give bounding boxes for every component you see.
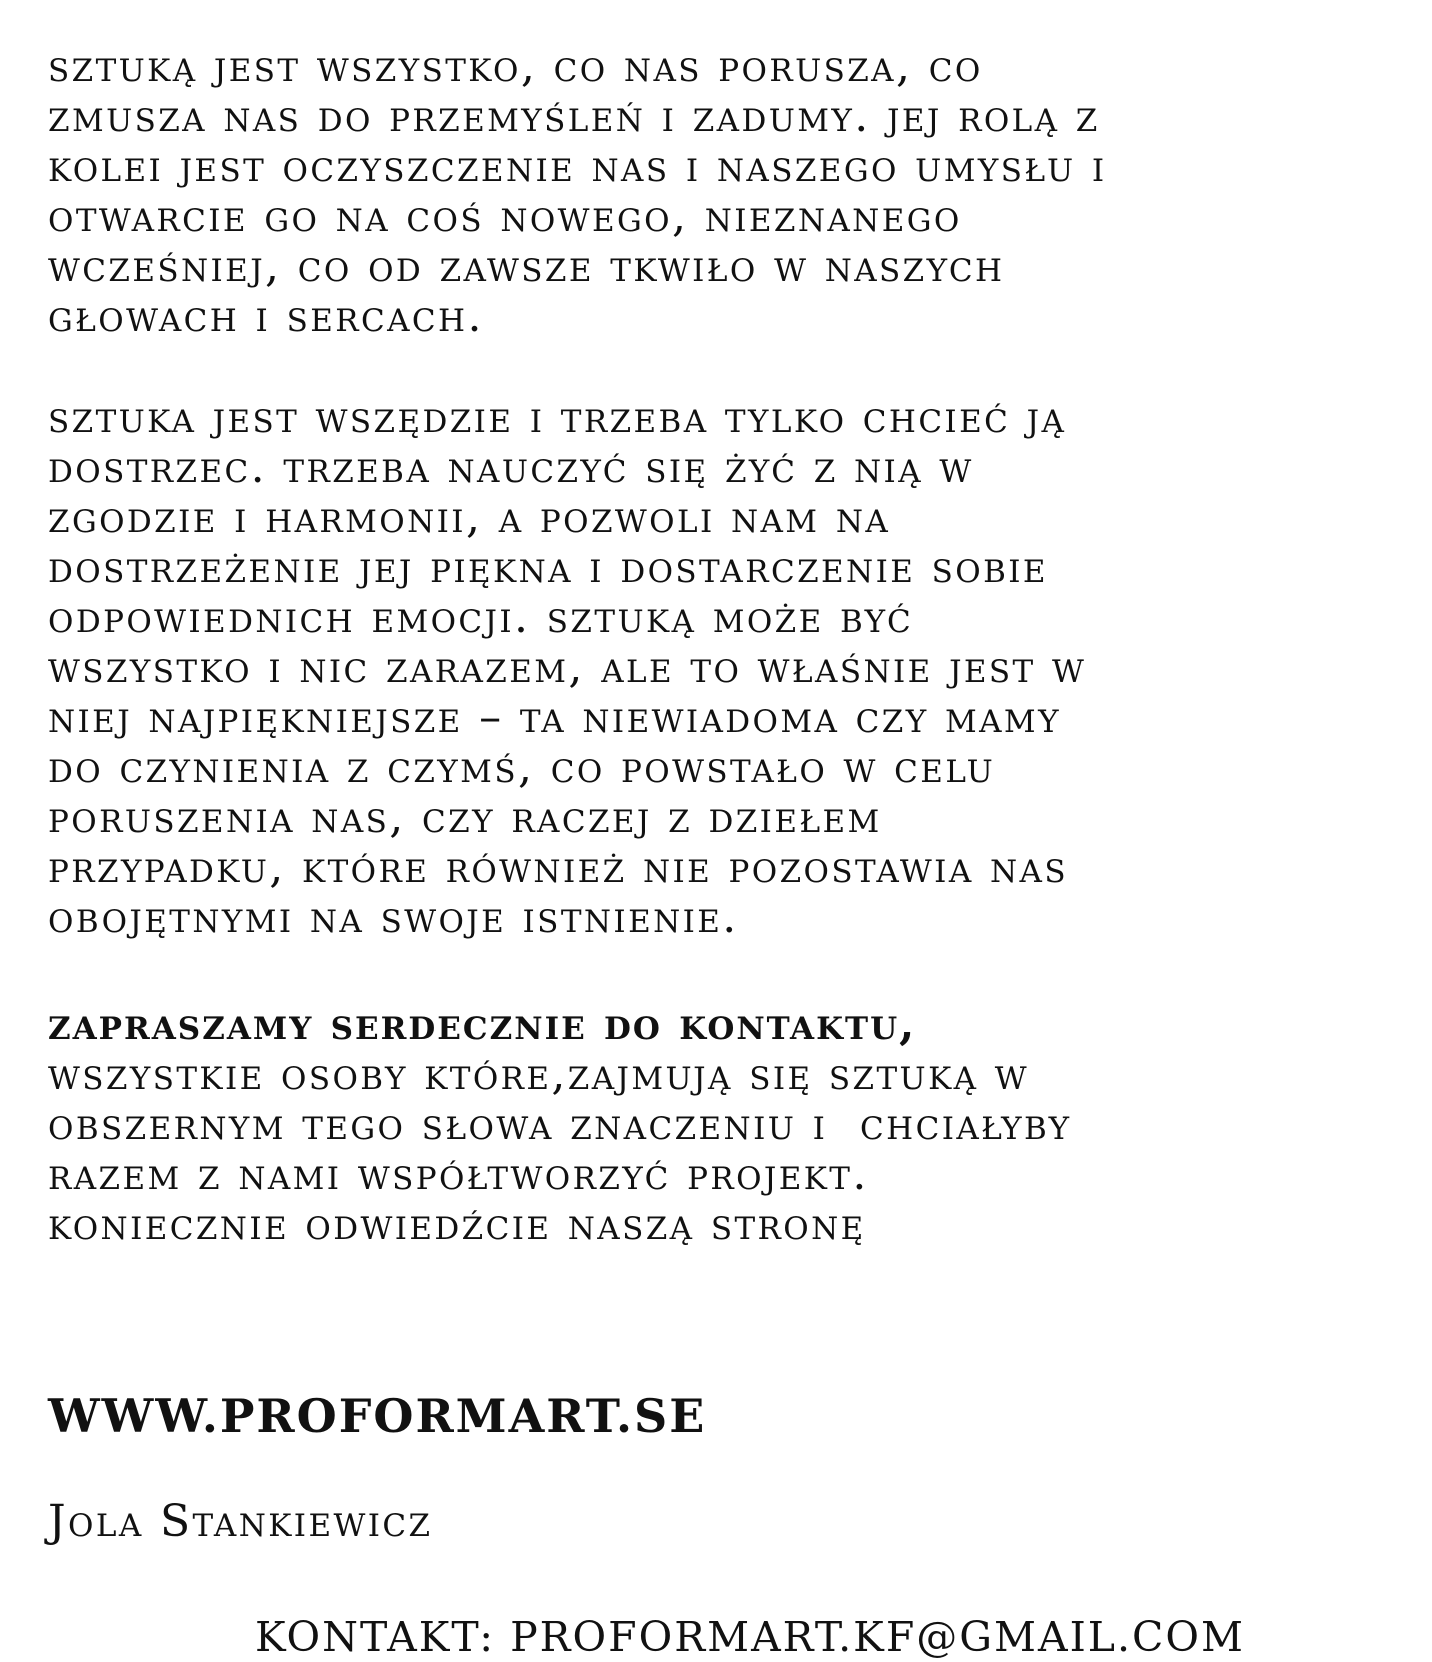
paragraph-1-line-5: wcześniej, co od zawsze tkwiło w naszych xyxy=(48,241,1005,292)
paragraph-2-line-11: obojętnymi na swoje istnienie. xyxy=(48,892,739,943)
invitation-line-3: razem z nami współtworzyć projekt. xyxy=(48,1149,869,1200)
author-signature: Jola Stankiewicz xyxy=(48,1496,433,1547)
paragraph-1-line-3: kolei jest oczyszczenie nas i naszego umysłu i xyxy=(48,141,1107,192)
paragraph-2-line-5: odpowiednich emocji. sztuką może być xyxy=(48,592,914,643)
paragraph-1-line-2: zmusza nas do przemyśleń i zadumy. jej rolą z xyxy=(48,91,1100,142)
invitation-line-4: koniecznie odwiedźcie naszą stronę xyxy=(48,1199,866,1250)
paragraph-2-line-4: dostrzeżenie jej piękna i dostarczenie sobie xyxy=(48,542,1048,593)
paragraph-1-line-6: głowach i sercach. xyxy=(48,291,484,342)
invitation-line-1: wszystkie osoby które,zajmują się sztuką w xyxy=(48,1049,1030,1100)
paragraph-2-line-8: do czynienia z czymś, co powstało w celu xyxy=(48,742,996,793)
invitation-line-2: obszernym tego słowa znaczeniu i chciałyby xyxy=(48,1099,1072,1150)
invitation-heading: zapraszamy serdecznie do kontaktu, xyxy=(48,999,917,1050)
paragraph-1-line-4: otwarcie go na coś nowego, nieznanego xyxy=(48,191,962,242)
paragraph-2-line-9: poruszenia nas, czy raczej z dziełem xyxy=(48,792,882,843)
paragraph-2-line-3: zgodzie i harmonii, a pozwoli nam na xyxy=(48,492,891,543)
paragraph-2-line-6: wszystko i nic zarazem, ale to właśnie jest w xyxy=(48,642,1087,693)
paragraph-2-line-1: sztuka jest wszędzie i trzeba tylko chcieć ją xyxy=(48,392,1067,443)
website-link[interactable]: WWW.PROFORMART.SE xyxy=(48,1389,707,1443)
paragraph-2-line-7: niej najpiękniejsze – ta niewiadoma czy mamy xyxy=(48,692,1061,743)
paragraph-2-line-2: dostrzec. trzeba nauczyć się żyć z nią w xyxy=(48,442,974,493)
paragraph-2-line-10: przypadku, które również nie pozostawia nas xyxy=(48,842,1068,893)
contact-email[interactable]: KONTAKT: PROFORMART.KF@GMAIL.COM xyxy=(255,1613,1246,1661)
paragraph-1-line-1: sztuką jest wszystko, co nas porusza, co xyxy=(48,41,983,92)
